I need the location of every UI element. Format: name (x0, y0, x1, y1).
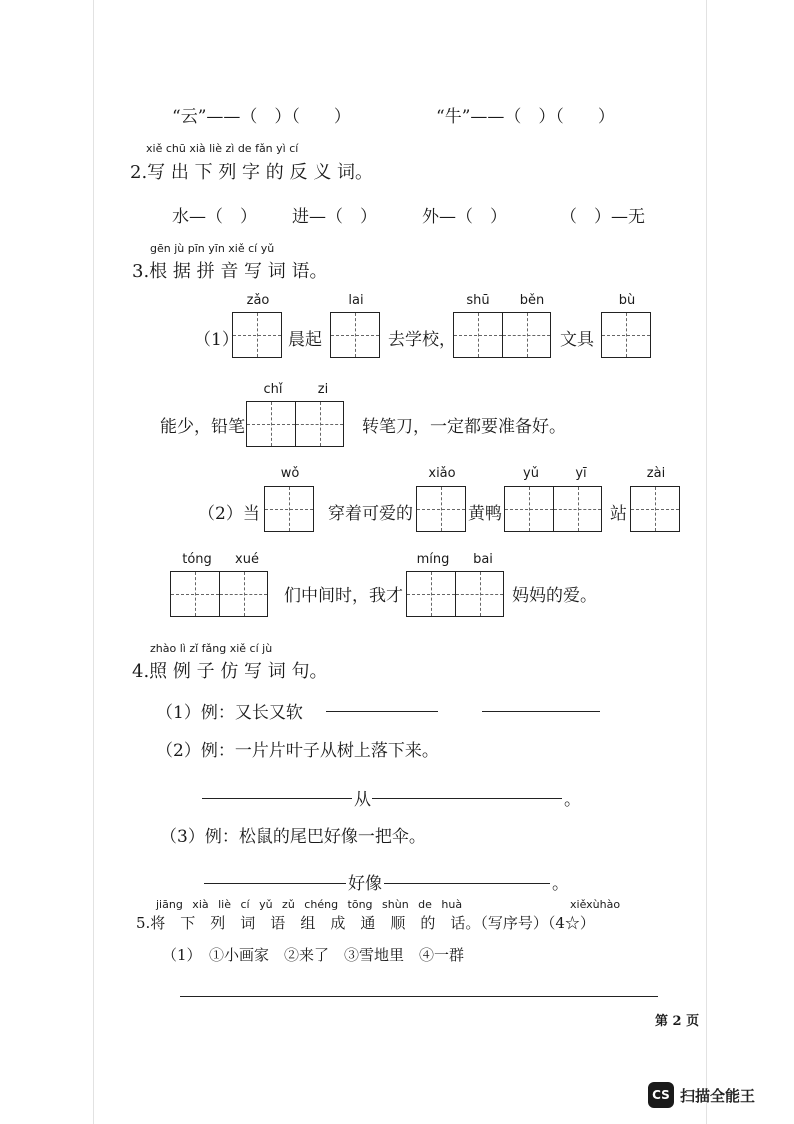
scanner-watermark (648, 1082, 755, 1108)
q3-title: 3.根 据 拼 音 写 词 语。 (132, 261, 328, 282)
q5-pinyin-2: xiěxùhào (570, 898, 621, 911)
s2-pinyin-5b: xué (235, 552, 259, 567)
q4-e1-blank-2[interactable] (482, 711, 600, 712)
s1-pinyin-3b: běn (519, 293, 545, 308)
s2-text-1: 穿着可爱的 (328, 504, 413, 524)
s2-pinyin-4: zài (646, 466, 666, 481)
q5-answer-line[interactable] (180, 996, 658, 997)
s2-grid-4[interactable] (630, 486, 680, 532)
s1-pinyin-5b: zi (317, 382, 329, 397)
s2-text-5: 们中间时，我才 (284, 586, 403, 606)
q2-item-1: 水—（ ） (172, 207, 257, 227)
s2-pinyin-5a: tóng (182, 552, 212, 567)
cs-logo-icon: CS (648, 1082, 674, 1108)
s1-pinyin-1: zǎo (246, 293, 270, 308)
q4-pinyin: zhào lì zǐ fǎng xiě cí jù (150, 642, 273, 655)
q2-item-2: 进—（ ） (292, 207, 377, 227)
s2-grid-6[interactable] (406, 571, 504, 617)
yun-synonym-blanks: “云”——（ ）（ ） (172, 107, 351, 127)
q3-pinyin: gēn jù pīn yīn xiě cí yǔ (150, 242, 275, 255)
s1-grid-1[interactable] (232, 312, 282, 358)
q5-pinyin: jiāng xià liè cí yǔ zǔ chéng tōng shùn de huà (156, 898, 463, 911)
q4-e2-blank-2[interactable] (372, 798, 562, 799)
q5-sentence-1: （1） ①小画家 ②来了 ③雪地里 ④一群 (162, 946, 465, 964)
q2-item-3: 外—（ ） (422, 207, 507, 227)
s1-text-4: 能少，铅笔 (160, 417, 245, 437)
s2-grid-2[interactable] (416, 486, 466, 532)
s1-pinyin-3a: shū (466, 293, 490, 308)
q2-item-4: （ ）—无 (560, 207, 645, 227)
q5-title: 5.将 下 列 词 语 组 成 通 顺 的 话。（写序号）（4☆） (136, 914, 595, 932)
s2-pinyin-3a: yǔ (523, 466, 539, 481)
s1-grid-5[interactable] (246, 401, 344, 447)
s2-number: （2）当 (198, 504, 260, 524)
q4-e3-blank-2[interactable] (384, 883, 550, 884)
s2-pinyin-3b: yī (575, 466, 587, 481)
q4-e3-blank-1[interactable] (204, 883, 346, 884)
s2-pinyin-6b: bai (473, 552, 493, 567)
q4-e2-end: 。 (564, 790, 581, 810)
q4-title: 4.照 例 子 仿 写 词 句。 (132, 661, 328, 682)
s2-pinyin-1: wǒ (280, 466, 300, 481)
page-number: 第 2 页 (655, 1014, 700, 1029)
q4-e2-connector: 从 (354, 790, 371, 810)
s2-grid-5[interactable] (170, 571, 268, 617)
s1-grid-3[interactable] (453, 312, 551, 358)
q2-title: 2.写 出 下 列 字 的 反 义 词。 (130, 162, 373, 183)
s1-text-5: 转笔刀，一定都要准备好。 (362, 417, 566, 437)
q4-e3-connector: 好像 (348, 874, 382, 894)
s2-text-3: 站 (610, 504, 627, 524)
s1-number: （1） (194, 330, 239, 350)
s1-pinyin-5a: chǐ (263, 382, 283, 397)
q4-e3-end: 。 (552, 874, 569, 894)
s1-text-1: 晨起 (288, 330, 322, 350)
q4-example-2: （2）例：一片片叶子从树上落下来。 (156, 741, 439, 761)
s2-text-2: 黄鸭 (468, 504, 502, 524)
s1-pinyin-2: lai (348, 293, 364, 308)
s2-text-6: 妈妈的爱。 (512, 586, 597, 606)
q4-example-3: （3）例：松鼠的尾巴好像一把伞。 (160, 827, 426, 847)
s1-pinyin-4: bù (618, 293, 636, 308)
niu-synonym-blanks: “牛”——（ ）（ ） (436, 107, 615, 127)
s1-text-3: 文具 (560, 330, 594, 350)
q4-example-1: （1）例：又长又软 (156, 703, 303, 723)
s1-grid-2[interactable] (330, 312, 380, 358)
q2-pinyin: xiě chū xià liè zì de fǎn yì cí (146, 142, 299, 155)
s2-pinyin-6a: míng (416, 552, 450, 567)
s2-pinyin-2: xiǎo (428, 466, 456, 481)
s1-grid-4[interactable] (601, 312, 651, 358)
q4-e2-blank-1[interactable] (202, 798, 352, 799)
s1-text-2: 去学校， (388, 330, 456, 350)
s2-grid-3[interactable] (504, 486, 602, 532)
scanner-app-name: 扫描全能王 (680, 1086, 756, 1105)
s2-grid-1[interactable] (264, 486, 314, 532)
q4-e1-blank-1[interactable] (326, 711, 438, 712)
